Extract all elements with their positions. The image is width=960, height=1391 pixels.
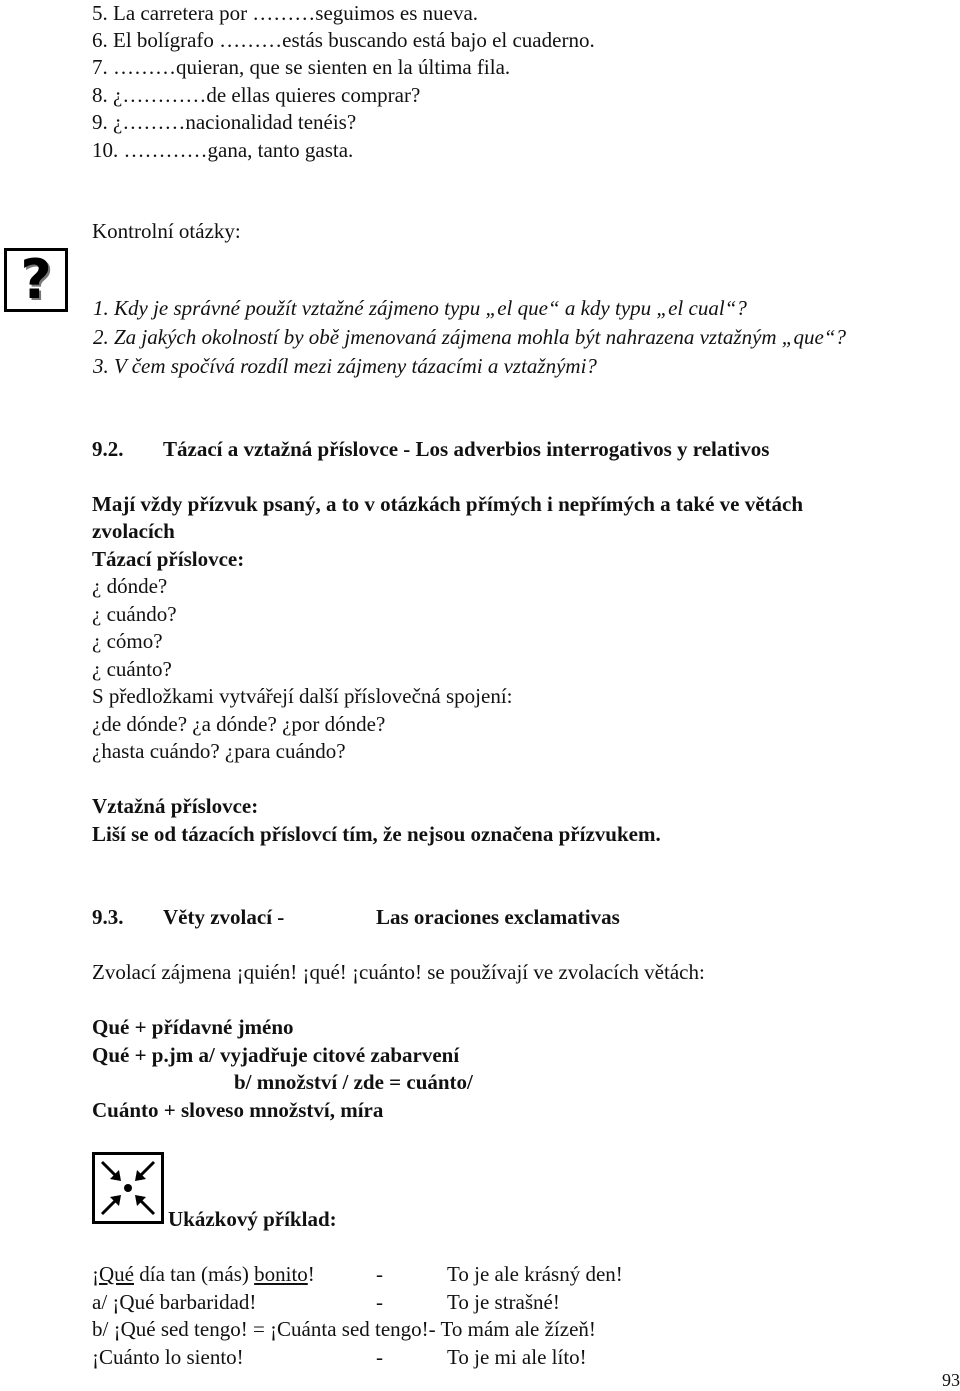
question-mark-icon: ? [4, 248, 68, 312]
adverb-item: ¿ dónde? [92, 574, 168, 598]
example-translation: To je ale krásný den! [447, 1262, 623, 1286]
section-intro: Zvolací zájmena ¡quién! ¡qué! ¡cuánto! se používají ve zvolacích větách: [92, 960, 705, 984]
example-dash: - [376, 1290, 383, 1314]
section-title: Tázací a vztažná příslovce - Los adverbios interrogativos y relativos [163, 437, 770, 461]
exercise-line: 7. ………quieran, que se sienten en la última fila. [92, 55, 511, 79]
control-question: 3. V čem spočívá rozdíl mezi zájmeny tázacími a vztažnými? [93, 354, 597, 378]
exercise-line: 5. La carretera por ………seguimos es nueva. [92, 1, 479, 25]
control-question: 1. Kdy je správné použít vztažné zájmeno typu „el que“ a kdy typu „el cual“? [93, 296, 747, 320]
example-row: ¡Qué día tan (más) bonito! [92, 1262, 315, 1286]
example-row: ¡Cuánto lo siento! [92, 1345, 244, 1369]
exercise-line: 6. El bolígrafo ………estás buscando está bajo el cuaderno. [92, 28, 595, 52]
adverb-item: ¿ cuándo? [92, 602, 177, 626]
prep-examples: ¿hasta cuándo? ¿para cuándo? [92, 739, 346, 763]
adverb-item: ¿ cómo? [92, 629, 163, 653]
prep-intro: S předložkami vytvářejí další příslovečná spojení: [92, 684, 513, 708]
example-dash: - [376, 1345, 383, 1369]
rule-line: Qué + p.jm a/ vyjadřuje citové zabarvení [92, 1043, 460, 1067]
page-number: 93 [942, 1370, 960, 1390]
rule-line: Cuánto + sloveso množství, míra [92, 1098, 384, 1122]
example-row: b/ ¡Qué sed tengo! = ¡Cuánta sed tengo!- To mám ale žízeň! [92, 1317, 596, 1341]
exercise-line: 8. ¿…………de ellas quieres comprar? [92, 83, 421, 107]
target-arrows-icon [92, 1152, 164, 1224]
example-dash: - [376, 1262, 383, 1286]
section-title-es: Las oraciones exclamativas [376, 905, 620, 929]
example-row: a/ ¡Qué barbaridad! [92, 1290, 257, 1314]
example-translation: To je strašné! [447, 1290, 560, 1314]
example-heading: Ukázkový příklad: [168, 1207, 337, 1231]
adverb-item: ¿ cuánto? [92, 657, 172, 681]
section-intro: Mají vždy přízvuk psaný, a to v otázkách přímých i nepřímých a také ve větách [92, 492, 804, 516]
exercise-line: 10. …………gana, tanto gasta. [92, 138, 354, 162]
rule-line: b/ množství / zde = cuánto/ [234, 1070, 473, 1094]
section-title-cz: Věty zvolací - [163, 905, 285, 929]
rule-line: Qué + přídavné jméno [92, 1015, 294, 1039]
control-question: 2. Za jakých okolností by obě jmenovaná zájmena mohla být nahrazena vztažným „que“? [93, 325, 846, 349]
section-intro: zvolacích [92, 519, 175, 543]
section-number: 9.3. [92, 905, 124, 929]
subheading-interrogative: Tázací příslovce: [92, 547, 245, 571]
example-translation: To je mi ale líto! [447, 1345, 587, 1369]
section-number: 9.2. [92, 437, 124, 461]
control-heading: Kontrolní otázky: [92, 219, 241, 243]
relative-note: Liší se od tázacích příslovcí tím, že nejsou označena přízvukem. [92, 822, 661, 846]
prep-examples: ¿de dónde? ¿a dónde? ¿por dónde? [92, 712, 386, 736]
exercise-line: 9. ¿………nacionalidad tenéis? [92, 110, 357, 134]
subheading-relative: Vztažná příslovce: [92, 794, 259, 818]
